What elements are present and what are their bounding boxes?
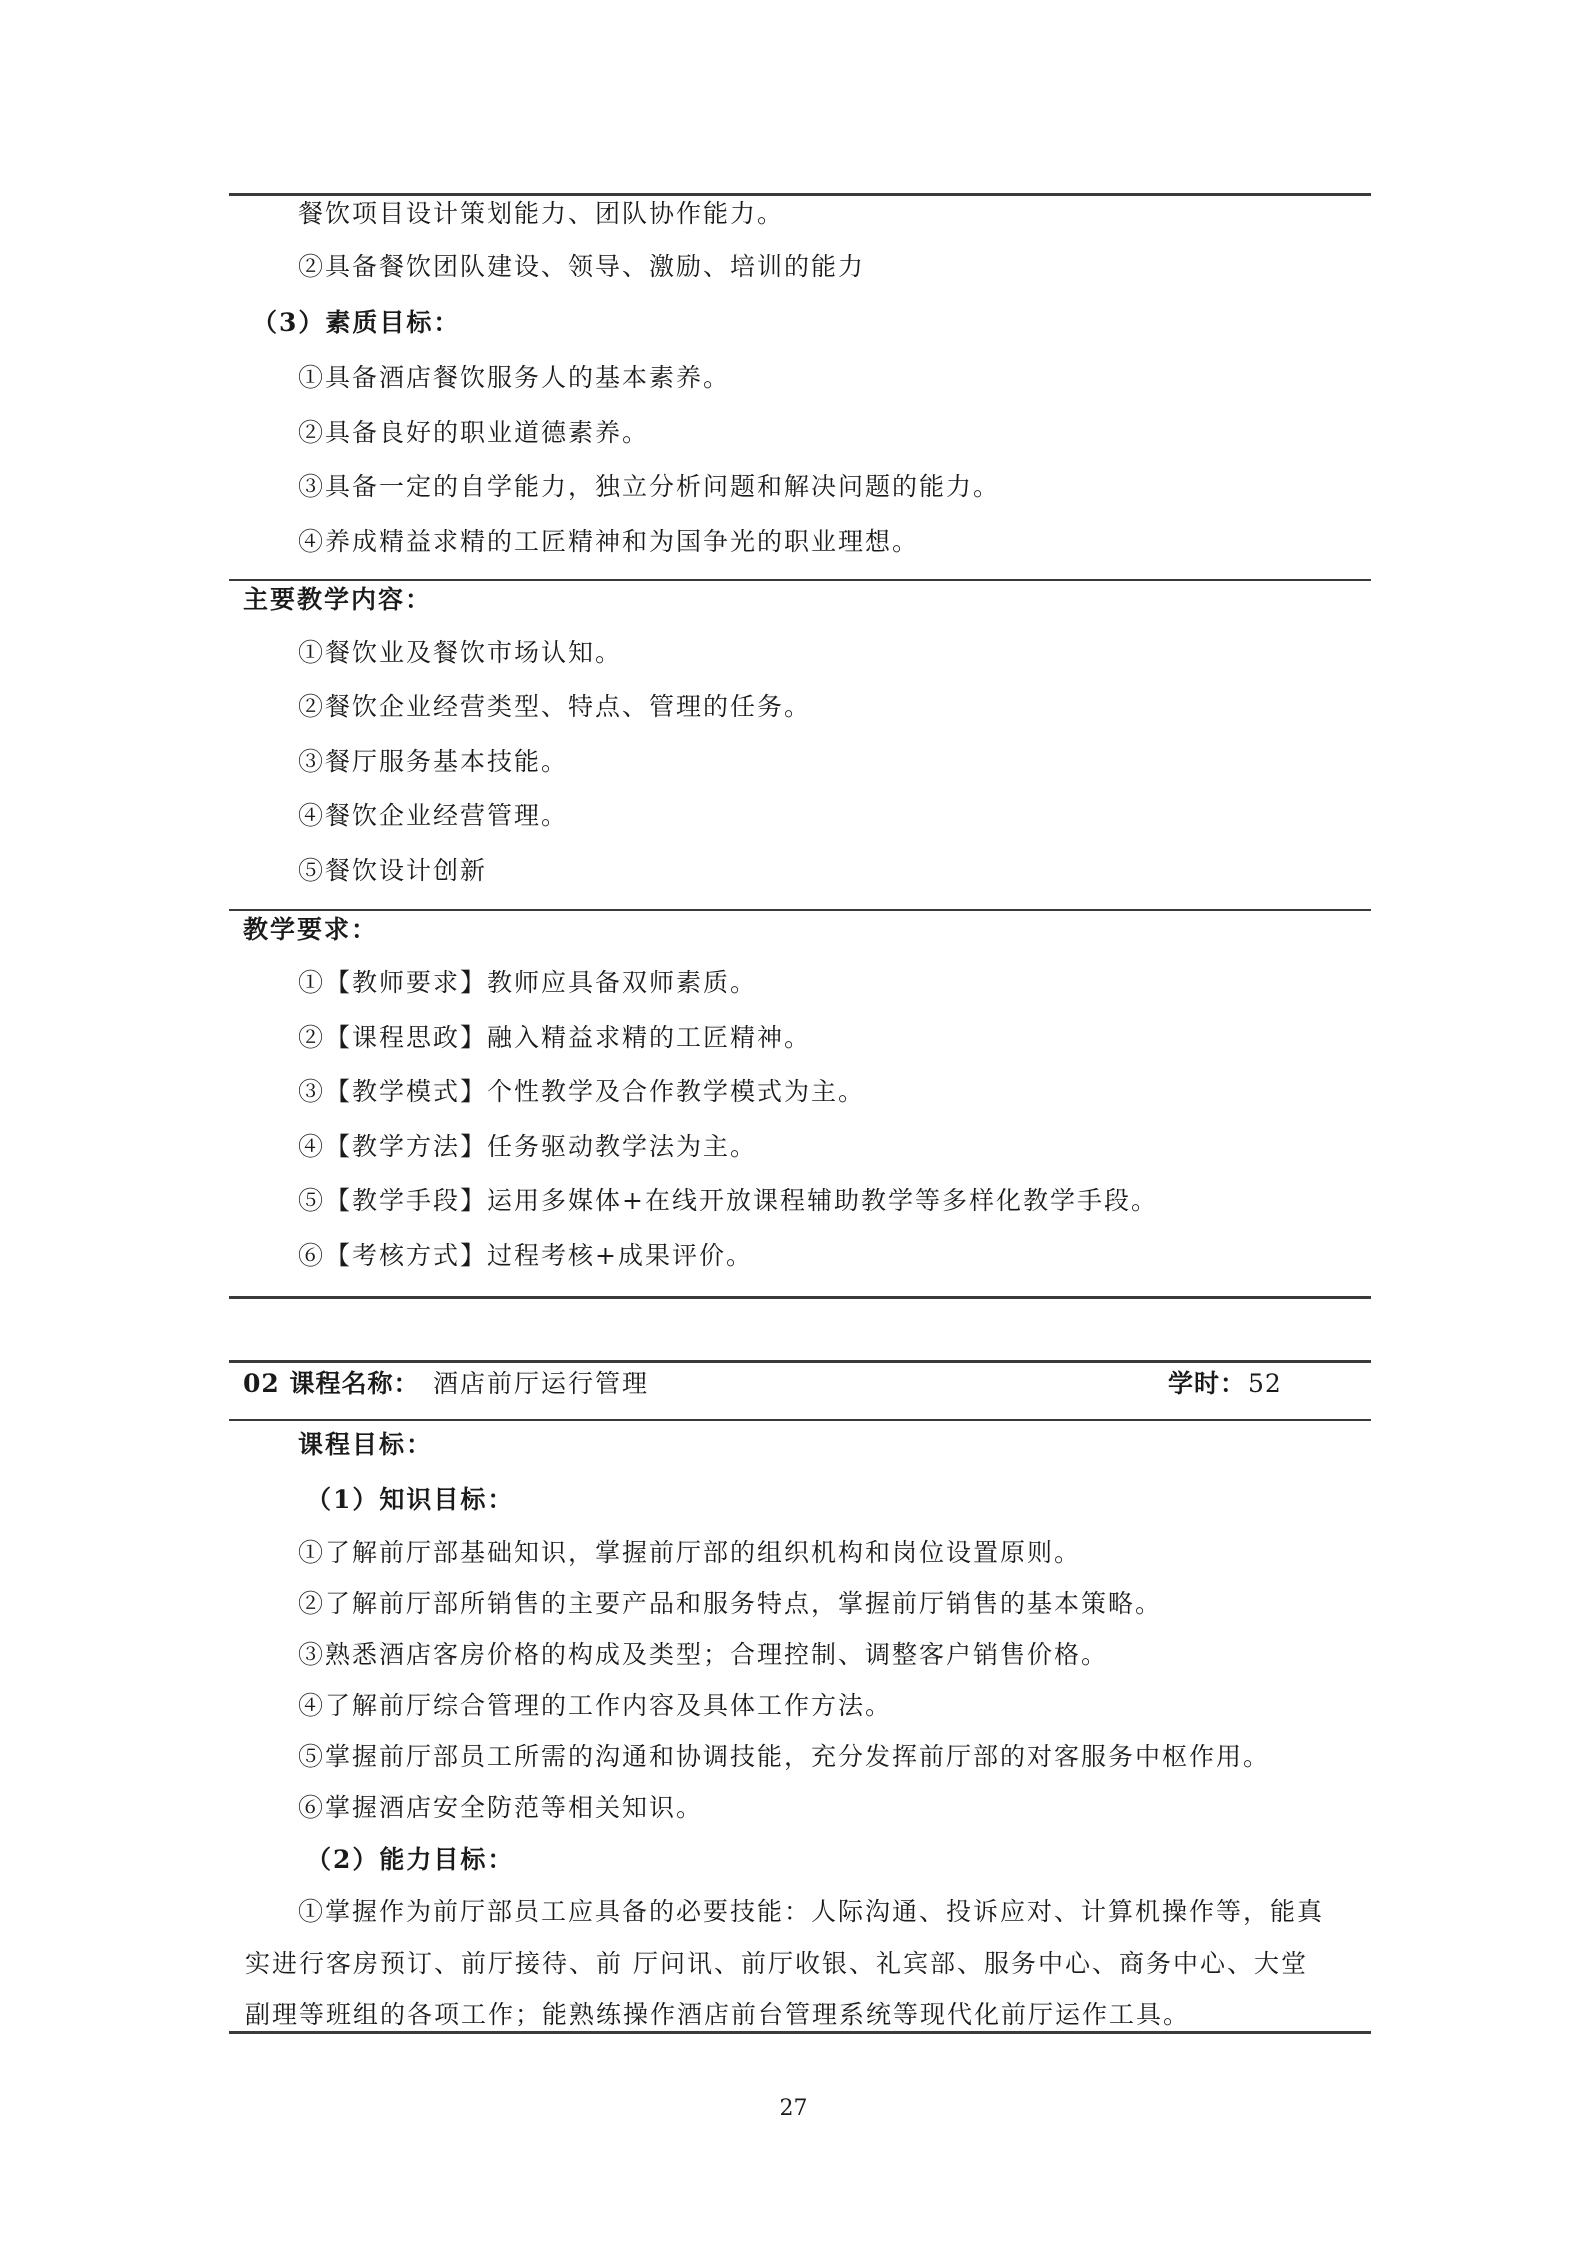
knowledge-item: ⑤掌握前厅部员工所需的沟通和协调技能，充分发挥前厅部的对客服务中枢作用。 (298, 1742, 1271, 1771)
knowledge-item: ④了解前厅综合管理的工作内容及具体工作方法。 (298, 1691, 893, 1720)
requirement-item: ①【教师要求】教师应具备双师素质。 (298, 968, 758, 997)
content-item: ④餐饮企业经营管理。 (298, 801, 569, 830)
course-goals-heading: 课程目标： (298, 1430, 434, 1459)
quality-item: ④养成精益求精的工匠精神和为国争光的职业理想。 (298, 527, 920, 556)
ability-paragraph-line: 副理等班组的各项工作；能熟练操作酒店前台管理系统等现代化前厅运作工具。 (245, 2000, 1191, 2029)
requirement-item: ②【课程思政】融入精益求精的工匠精神。 (298, 1023, 812, 1052)
content-item: ①餐饮业及餐饮市场认知。 (298, 638, 623, 667)
quality-goals-heading: （3）素质目标： (252, 308, 461, 337)
page-number: 27 (779, 2096, 808, 2121)
course-hours-label: 学时： (1168, 1369, 1247, 1398)
table-row-divider (229, 1419, 1371, 1421)
content-heading: 主要教学内容： (243, 585, 433, 614)
requirement-item: ⑤【教学手段】运用多媒体+在线开放课程辅助教学等多样化教学手段。 (298, 1186, 1158, 1215)
knowledge-item: ①了解前厅部基础知识，掌握前厅部的组织机构和岗位设置原则。 (298, 1538, 1082, 1567)
course-name: 酒店前厅运行管理 (433, 1369, 650, 1398)
table-row-divider (229, 909, 1371, 911)
knowledge-item: ⑥掌握酒店安全防范等相关知识。 (298, 1793, 704, 1822)
course-number-label: 02 课程名称： (243, 1369, 420, 1398)
knowledge-item: ②了解前厅部所销售的主要产品和服务特点，掌握前厅销售的基本策略。 (298, 1589, 1163, 1618)
table-top-rule (229, 1360, 1371, 1363)
course-header-row (243, 1367, 1363, 1405)
ability-goals-heading: （2）能力目标： (306, 1845, 515, 1874)
ability-paragraph-line: 实进行客房预订、前厅接待、前 厅问讯、前厅收银、礼宾部、服务中心、商务中心、大堂 (245, 1949, 1308, 1978)
knowledge-goals-heading: （1）知识目标： (306, 1485, 515, 1514)
requirement-item: ③【教学模式】个性教学及合作教学模式为主。 (298, 1077, 866, 1106)
quality-item: ①具备酒店餐饮服务人的基本素养。 (298, 363, 731, 392)
content-item: ⑤餐饮设计创新 (298, 856, 488, 885)
ability-item-continuation: 餐饮项目设计策划能力、团队协作能力。 (298, 199, 785, 228)
table-bottom-rule (229, 1296, 1371, 1299)
content-item: ②餐饮企业经营类型、特点、管理的任务。 (298, 692, 812, 721)
requirement-item: ④【教学方法】任务驱动教学法为主。 (298, 1132, 758, 1161)
ability-item: ②具备餐饮团队建设、领导、激励、培训的能力 (298, 252, 866, 281)
requirements-heading: 教学要求： (243, 915, 379, 944)
table-top-rule (229, 193, 1371, 196)
quality-item: ②具备良好的职业道德素养。 (298, 418, 650, 447)
knowledge-item: ③熟悉酒店客房价格的构成及类型；合理控制、调整客户销售价格。 (298, 1640, 1109, 1669)
quality-item: ③具备一定的自学能力，独立分析问题和解决问题的能力。 (298, 472, 1001, 501)
table-row-divider (229, 579, 1371, 581)
content-item: ③餐厅服务基本技能。 (298, 747, 569, 776)
course-hours-value: 52 (1248, 1369, 1282, 1398)
ability-paragraph-line: ①掌握作为前厅部员工应具备的必要技能：人际沟通、投诉应对、计算机操作等，能真 (298, 1897, 1325, 1926)
requirement-item: ⑥【考核方式】过程考核+成果评价。 (298, 1241, 753, 1270)
